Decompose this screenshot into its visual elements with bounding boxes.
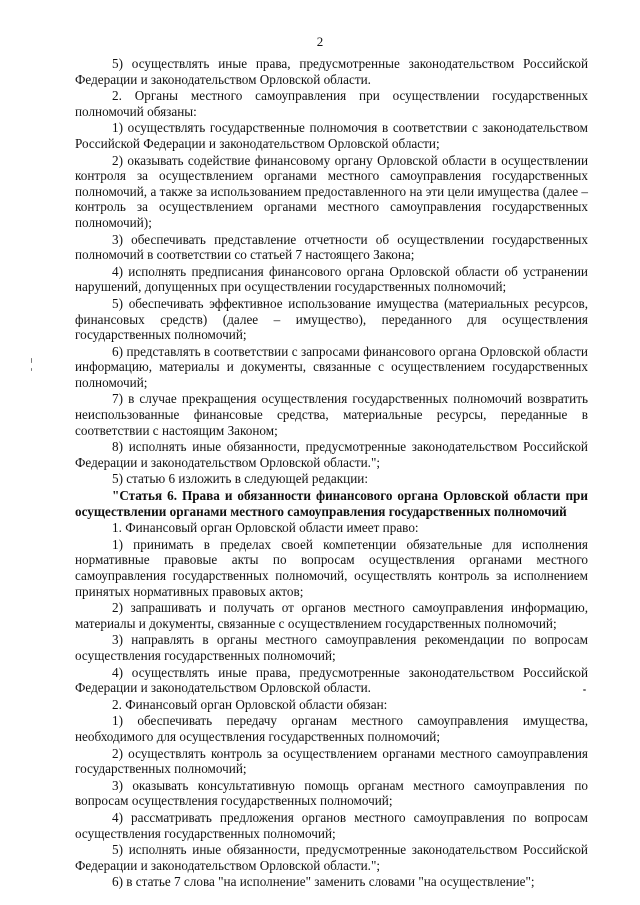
paragraph: 4) рассматривать предложения органов местного самоуправления по вопросам осуществления государственных полномочий; xyxy=(75,809,588,841)
article-heading: "Статья 6. Права и обязанности финансового органа Орловской области при осуществлении органами местного самоуправления государственных полномочий xyxy=(75,488,588,519)
scan-speck xyxy=(583,689,586,691)
scan-speck xyxy=(31,358,32,363)
paragraph: 3) обеспечивать представление отчетности об осуществлении государственных полномочий в соответствии со статьей 7 настоящего Закона; xyxy=(75,231,588,263)
paragraph: 5) исполнять иные обязанности, предусмотренные законодательством Российской Федерации и законодательством Орловской области."; xyxy=(75,842,588,873)
paragraph: 2. Финансовый орган Орловской области обязан: xyxy=(112,696,388,712)
page-number: 2 xyxy=(316,34,324,49)
document-body xyxy=(75,56,588,891)
paragraph: 5) осуществлять иные права, предусмотренные законодательством Российской Федерации и законодательством Орловской области. xyxy=(75,56,588,87)
paragraph: 8) исполнять иные обязанности, предусмотренные законодательством Российской Федерации и законодательством Орловской области."; xyxy=(75,439,588,470)
paragraph: 1. Финансовый орган Орловской области имеет право: xyxy=(112,520,419,536)
paragraph: 4) осуществлять иные права, предусмотренные законодательством Российской Федерации и законодательством Орловской области. xyxy=(75,664,588,696)
paragraph: 3) направлять в органы местного самоуправления рекомендации по вопросам осуществления государственных полномочий; xyxy=(75,632,588,663)
paragraph: 4) исполнять предписания финансового органа Орловской области об устранении нарушений, допущенных при осуществлении государственных полномочий; xyxy=(75,263,588,295)
paragraph: 2) осуществлять контроль за осуществлением органами местного самоуправления государственных полномочий; xyxy=(75,745,588,777)
paragraph: 2) оказывать содействие финансовому органу Орловской области в осуществлении контроля за осуществлением органами местного самоуправления государственных полномочий, а также за использованием предоставленного на эти цели имущества (далее – контроль за осуществлением органами местного самоуправления государственных полномочий); xyxy=(75,152,588,230)
paragraph: 7) в случае прекращения осуществления государственных полномочий возвратить неиспользованные финансовые средства, материальные ресурсы, переданные в соответствии с настоящим Законом; xyxy=(75,391,588,438)
paragraph: 2) запрашивать и получать от органов местного самоуправления информацию, материалы и документы, связанные с осуществлением государственных полномочий; xyxy=(75,600,588,631)
paragraph: 2. Органы местного самоуправления при осуществлении государственных полномочий обязаны: xyxy=(75,88,588,119)
paragraph: 5) обеспечивать эффективное использование имущества (материальных ресурсов, финансовых средств) (далее – имущество), переданного для осуществления государственных полномочий; xyxy=(75,295,588,343)
paragraph: 6) в статье 7 слова "на исполнение" заменить словами "на осуществление"; xyxy=(112,874,535,890)
paragraph: 5) статью 6 изложить в следующей редакции: xyxy=(112,471,368,487)
paragraph: 1) осуществлять государственные полномочия в соответствии с законодательством Российской Федерации и законодательством Орловской области; xyxy=(75,120,588,151)
scan-speck xyxy=(31,368,32,371)
paragraph: 3) оказывать консультативную помощь органам местного самоуправления по вопросам осуществления государственных полномочий; xyxy=(75,777,588,809)
paragraph: 1) принимать в пределах своей компетенции обязательные для исполнения нормативные правовые акты по вопросам осуществления органами местного самоуправления государственных полномочий, осуществлять контроль за исполнением принятых нормативных правовых актов; xyxy=(75,536,588,599)
paragraph: 1) обеспечивать передачу органам местного самоуправления имущества, необходимого для осуществления государственных полномочий; xyxy=(75,713,588,744)
paragraph: 6) представлять в соответствии с запросами финансового органа Орловской области информацию, материалы и документы, связанные с осуществлением государственных полномочий; xyxy=(75,343,588,390)
